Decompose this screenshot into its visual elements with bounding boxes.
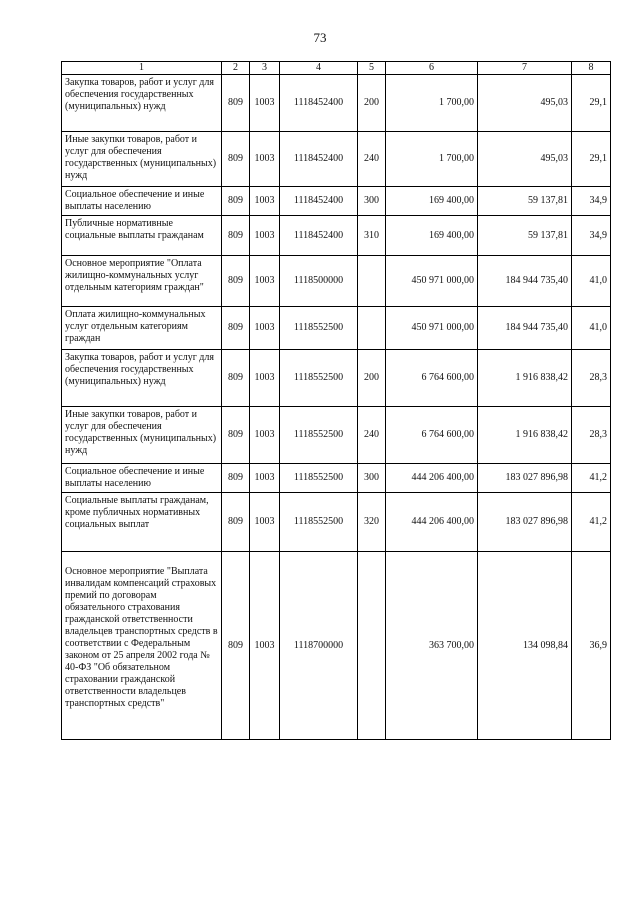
row-section-code: 1003 (250, 552, 280, 740)
row-expense-type (358, 552, 386, 740)
row-expense-type (358, 256, 386, 307)
row-ministry-code: 809 (222, 552, 250, 740)
table-row (62, 350, 611, 407)
row-section-code: 1003 (250, 350, 280, 407)
row-name: Основное мероприятие "Оплата жилищно-коммунальных услуг отдельным категориям граждан" (62, 256, 222, 307)
row-target-article: 1118552500 (280, 407, 358, 464)
row-target-article: 1118500000 (280, 256, 358, 307)
row-percent: 34,9 (572, 187, 611, 216)
row-percent: 34,9 (572, 216, 611, 256)
row-actual-amount: 183 027 896,98 (478, 493, 572, 552)
row-name: Публичные нормативные социальные выплаты гражданам (62, 216, 222, 256)
header-col-8: 8 (572, 62, 611, 75)
row-expense-type: 300 (358, 187, 386, 216)
row-percent: 28,3 (572, 407, 611, 464)
row-ministry-code: 809 (222, 187, 250, 216)
row-target-article: 1118552500 (280, 307, 358, 350)
row-target-article: 1118452400 (280, 75, 358, 132)
header-col-4: 4 (280, 62, 358, 75)
row-ministry-code: 809 (222, 464, 250, 493)
header-col-3: 3 (250, 62, 280, 75)
row-actual-amount: 184 944 735,40 (478, 256, 572, 307)
row-expense-type: 310 (358, 216, 386, 256)
table-row (62, 407, 611, 464)
row-percent: 41,2 (572, 464, 611, 493)
row-percent: 36,9 (572, 552, 611, 740)
row-name: Социальное обеспечение и иные выплаты населению (62, 464, 222, 493)
row-expense-type: 300 (358, 464, 386, 493)
row-plan-amount: 6 764 600,00 (386, 350, 478, 407)
table-row (62, 75, 611, 132)
row-percent: 41,2 (572, 493, 611, 552)
row-plan-amount: 444 206 400,00 (386, 464, 478, 493)
row-name: Социальное обеспечение и иные выплаты населению (62, 187, 222, 216)
row-percent: 41,0 (572, 256, 611, 307)
row-ministry-code: 809 (222, 75, 250, 132)
row-actual-amount: 495,03 (478, 132, 572, 187)
row-plan-amount: 169 400,00 (386, 187, 478, 216)
table-row (62, 464, 611, 493)
row-section-code: 1003 (250, 464, 280, 493)
row-target-article: 1118552500 (280, 493, 358, 552)
row-ministry-code: 809 (222, 307, 250, 350)
row-plan-amount: 450 971 000,00 (386, 256, 478, 307)
row-section-code: 1003 (250, 493, 280, 552)
page-number: 73 (313, 30, 327, 45)
row-actual-amount: 1 916 838,42 (478, 350, 572, 407)
row-section-code: 1003 (250, 132, 280, 187)
row-expense-type: 320 (358, 493, 386, 552)
row-percent: 41,0 (572, 307, 611, 350)
row-expense-type: 200 (358, 75, 386, 132)
header-col-1: 1 (62, 62, 222, 75)
row-target-article: 1118452400 (280, 216, 358, 256)
row-section-code: 1003 (250, 256, 280, 307)
row-section-code: 1003 (250, 75, 280, 132)
header-row (62, 62, 611, 75)
table-row (62, 187, 611, 216)
budget-table (61, 61, 611, 740)
row-plan-amount: 1 700,00 (386, 132, 478, 187)
row-ministry-code: 809 (222, 407, 250, 464)
row-percent: 29,1 (572, 75, 611, 132)
row-name: Закупка товаров, работ и услуг для обеспечения государственных (муниципальных) нужд (62, 75, 222, 132)
row-name: Оплата жилищно-коммунальных услуг отдельным категориям граждан (62, 307, 222, 350)
row-actual-amount: 1 916 838,42 (478, 407, 572, 464)
row-section-code: 1003 (250, 216, 280, 256)
header-col-5: 5 (358, 62, 386, 75)
row-actual-amount: 184 944 735,40 (478, 307, 572, 350)
row-target-article: 1118700000 (280, 552, 358, 740)
row-section-code: 1003 (250, 307, 280, 350)
row-target-article: 1118452400 (280, 187, 358, 216)
row-actual-amount: 495,03 (478, 75, 572, 132)
header-col-2: 2 (222, 62, 250, 75)
row-actual-amount: 59 137,81 (478, 187, 572, 216)
table-row (62, 256, 611, 307)
row-percent: 28,3 (572, 350, 611, 407)
row-plan-amount: 1 700,00 (386, 75, 478, 132)
row-plan-amount: 6 764 600,00 (386, 407, 478, 464)
row-expense-type: 240 (358, 407, 386, 464)
row-ministry-code: 809 (222, 493, 250, 552)
table-row (62, 493, 611, 552)
row-plan-amount: 363 700,00 (386, 552, 478, 740)
row-plan-amount: 169 400,00 (386, 216, 478, 256)
row-target-article: 1118452400 (280, 132, 358, 187)
row-name: Основное мероприятие "Выплата инвалидам компенсаций страховых премий по договорам обязательного страхования гражданской ответственности владельцев транспортных средств в соответствии с Федеральным законом от 25 апреля 2002 года № 40-ФЗ "Об обязательном страховании гражданской ответственности владельцев транспортных средств" (62, 552, 222, 740)
header-col-6: 6 (386, 62, 478, 75)
header-col-7: 7 (478, 62, 572, 75)
row-plan-amount: 444 206 400,00 (386, 493, 478, 552)
row-section-code: 1003 (250, 407, 280, 464)
row-ministry-code: 809 (222, 132, 250, 187)
table-row (62, 307, 611, 350)
row-name: Социальные выплаты гражданам, кроме публичных нормативных социальных выплат (62, 493, 222, 552)
row-ministry-code: 809 (222, 256, 250, 307)
row-name: Иные закупки товаров, работ и услуг для обеспечения государственных (муниципальных) нужд (62, 407, 222, 464)
row-ministry-code: 809 (222, 216, 250, 256)
row-expense-type: 240 (358, 132, 386, 187)
row-name: Иные закупки товаров, работ и услуг для обеспечения государственных (муниципальных) нужд (62, 132, 222, 187)
row-plan-amount: 450 971 000,00 (386, 307, 478, 350)
row-ministry-code: 809 (222, 350, 250, 407)
row-name: Закупка товаров, работ и услуг для обеспечения государственных (муниципальных) нужд (62, 350, 222, 407)
row-expense-type (358, 307, 386, 350)
table-row (62, 132, 611, 187)
table-row (62, 216, 611, 256)
row-actual-amount: 134 098,84 (478, 552, 572, 740)
row-target-article: 1118552500 (280, 464, 358, 493)
row-section-code: 1003 (250, 187, 280, 216)
row-percent: 29,1 (572, 132, 611, 187)
row-actual-amount: 59 137,81 (478, 216, 572, 256)
row-expense-type: 200 (358, 350, 386, 407)
row-target-article: 1118552500 (280, 350, 358, 407)
table-row (62, 552, 611, 740)
row-actual-amount: 183 027 896,98 (478, 464, 572, 493)
